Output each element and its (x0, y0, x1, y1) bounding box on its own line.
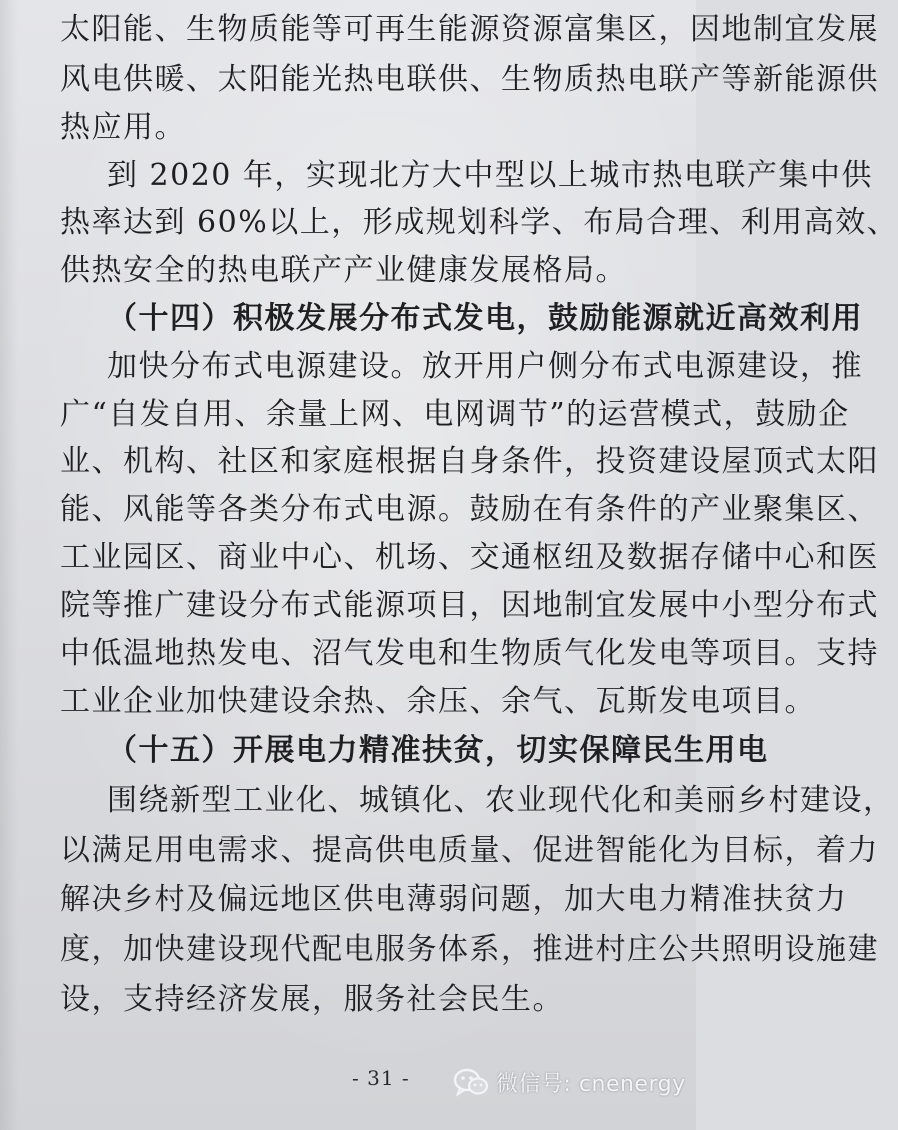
paragraph-poverty-alleviation: 围绕新型工业化、城镇化、农业现代化和美丽乡村建设， (107, 783, 895, 818)
text-line-18: 以满足用电需求、提高供电质量、促进智能化为目标，着力 (60, 833, 879, 868)
text-line-9: 广“自发自用、余量上网、电网调节”的运营模式，鼓励企 (60, 397, 850, 432)
text-line-3: 热应用。 (60, 110, 186, 145)
text-line-13: 院等推广建设分布式能源项目，因地制宜发展中小型分布式 (60, 588, 879, 623)
watermark-text: 微信号: cnenergy (496, 1072, 686, 1097)
text-line-2: 风电供暖、太阳能光热电联供、生物质热电联产等新能源供 (60, 62, 879, 97)
text-line-14: 中低温地热发电、沼气发电和生物质气化发电等项目。支持 (60, 636, 879, 671)
text-line-20: 度，加快建设现代配电服务体系，推进村庄公共照明设施建 (60, 932, 879, 967)
text-line-10: 业、机构、社区和家庭根据自身条件，投资建设屋顶式太阳 (60, 444, 879, 479)
text-line-6: 供热安全的热电联产产业健康发展格局。 (60, 253, 627, 288)
paragraph-2020-target: 到 2020 年，实现北方大中型以上城市热电联产集中供 (107, 158, 873, 193)
text-line-15: 工业企业加快建设余热、余压、余气、瓦斯发电项目。 (60, 684, 816, 719)
text-line-1: 太阳能、生物质能等可再生能源资源富集区，因地制宜发展 (60, 12, 879, 47)
section-heading-15: （十五）开展电力精准扶贫，切实保障民生用电 (107, 733, 769, 768)
wechat-watermark (454, 1067, 686, 1098)
text-line-12: 工业园区、商业中心、机场、交通枢纽及数据存储中心和医 (60, 540, 879, 575)
text-line-1-tail: 因地制宜发展 (690, 12, 879, 47)
wechat-icon (454, 1069, 488, 1097)
page-number: - 31 - (352, 1066, 410, 1090)
page-edge-shadow (0, 0, 18, 1130)
section-heading-14: （十四）积极发展分布式发电，鼓励能源就近高效利用 (107, 301, 863, 336)
text-line-5: 热率达到 60%以上，形成规划科学、布局合理、利用高效、 (60, 205, 898, 240)
text-line-19: 解决乡村及偏远地区供电薄弱问题，加大电力精准扶贫力 (60, 882, 848, 917)
text-line-21: 设，支持经济发展，服务社会民生。 (60, 982, 564, 1017)
paragraph-distributed-power: 加快分布式电源建设。放开用户侧分布式电源建设，推 (107, 349, 863, 384)
text-line-11: 能、风能等各类分布式电源。鼓励在有条件的产业聚集区、 (60, 492, 879, 527)
